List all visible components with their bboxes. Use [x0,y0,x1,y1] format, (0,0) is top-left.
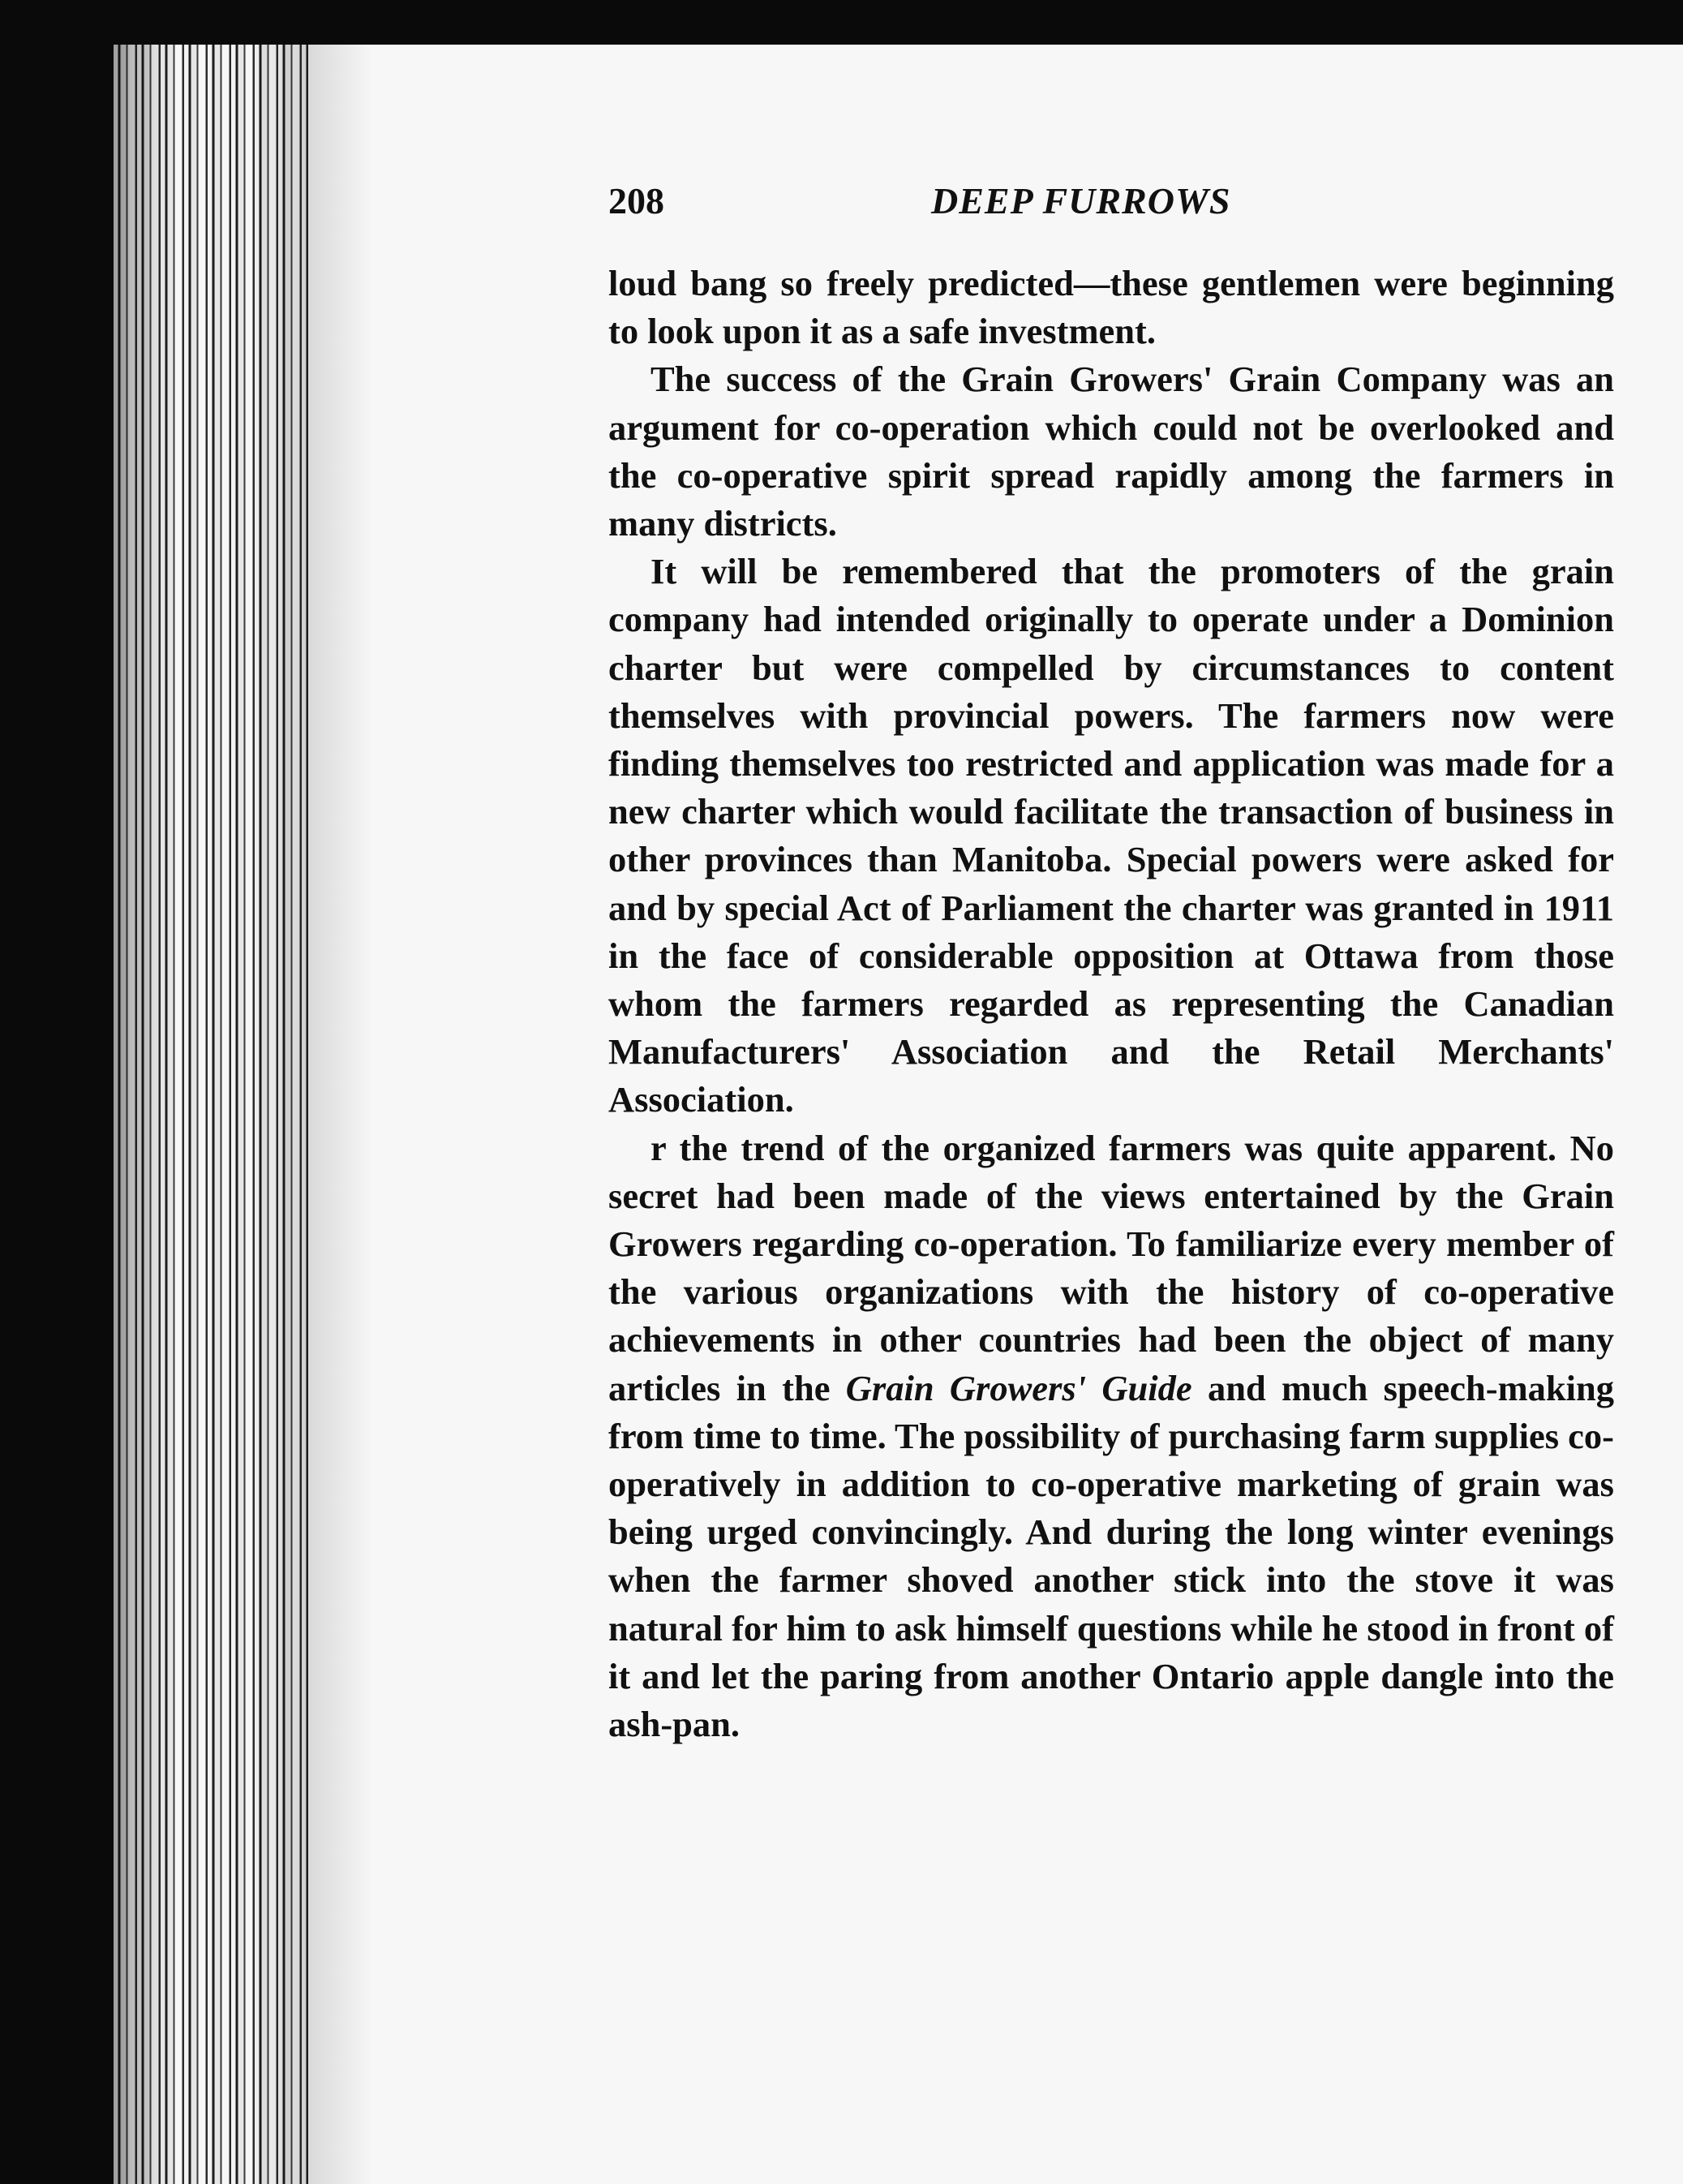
guide-title-italic: Grain Growers' Guide [845,1367,1192,1408]
paragraph-4-text-end: and much speech-making from time to time. The possibility of purchasing farm supplies co-operatively in addition to co-operative marketing of grain was being urged convincingly. And during the long winter evenings when the farmer shoved another stick into the stove it was natural for him to ask himself questions while he stood in front of it and let the paring from another Ontario apple dangle into the ash-pan. [608,1367,1614,1745]
book-page-edges [114,45,308,2184]
paragraph-4 [608,1124,1614,1749]
page-body [608,260,1614,1748]
paragraph-1: loud bang so freely predicted—these gentlemen were beginning to look upon it as a safe investment. [608,263,1614,352]
paragraph-2: The success of the Grain Growers' Grain Company was an argument for co-operation which could not be overlooked and the co-operative spirit spread rapidly among the farmers in many districts. [608,359,1614,544]
book-title: DEEP FURROWS [931,180,1231,221]
paragraph-3: It will be remembered that the promoters of the grain company had intended originally to operate under a Dominion charter but were compelled by circumstances to content themselves with provincial powers. The farmers now were finding themselves too restricted and application was made for a new charter which would facilitate the transaction of business in other provinces than Manitoba. Special powers were asked for and by special Act of Parliament the charter was granted in 1911 in the face of considerable opposition at Ottawa from those whom the farmers regarded as representing the Canadian Manufacturers' Association and the Retail Merchants' Association. [608,551,1614,1120]
page-number: 208 [608,180,664,221]
running-head [608,177,1614,226]
paragraph-4-text-start: r the trend of the organized farmers was quite apparent. No secret had been made of the views entertained by the Grain Growers regarding co-operation. To familiarize every member of the various organizations with the history of co-operative achievements in other countries had been the object of many articles in the [608,1127,1614,1408]
